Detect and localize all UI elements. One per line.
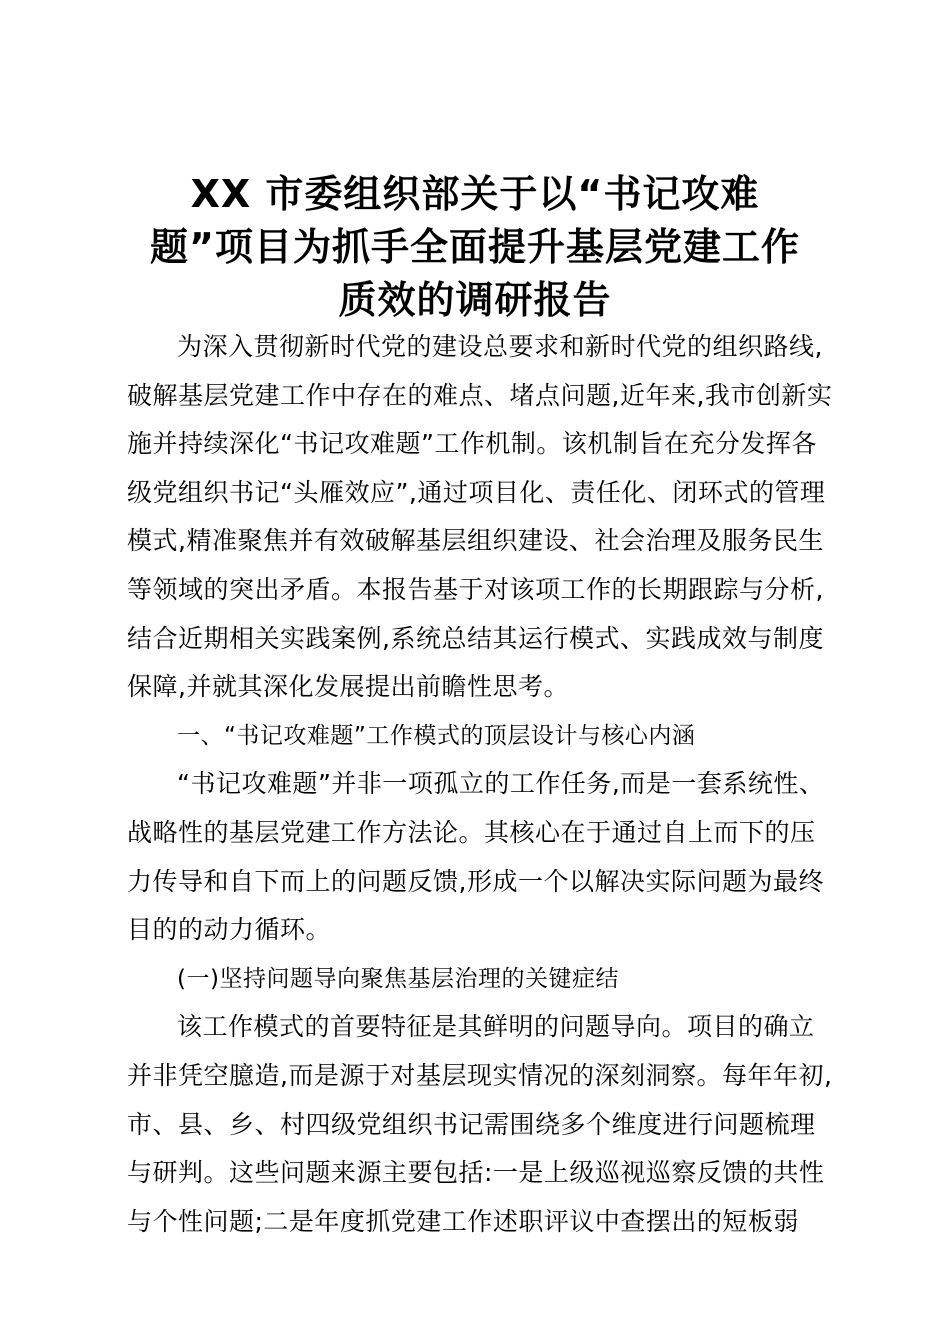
document-title [110,168,840,327]
paragraph-line: 与个性问题;二是年度抓党建工作述职评议中查摆出的短板弱 [127,1206,799,1236]
paragraph-line: 该工作模式的首要特征是其鲜明的问题导向。项目的确立 [177,1012,815,1042]
paragraph-line: 目的的动力循环。 [127,915,332,945]
paragraph-line: 并非凭空臆造,而是源于对基层现实情况的深刻洞察。每年年初, [127,1060,833,1090]
paragraph-line: 为深入贯彻新时代党的建设总要求和新时代党的组织路线, [177,332,823,361]
title-line-1: XX 市委组织部关于以“书记攻难 [190,172,760,216]
paragraph-line: 级党组织书记“头雁效应”,通过项目化、责任化、闭环式的管理 [127,477,826,507]
paragraph-line: “书记攻难题”并非一项孤立的工作任务,而是一套系统性、 [177,769,825,799]
document-body [127,323,837,1246]
paragraph-line: 结合近期相关实践案例,系统总结其运行模式、实践成效与制度 [127,623,824,653]
paragraph-line: 等领域的突出矛盾。本报告基于对该项工作的长期跟踪与分析, [127,574,824,604]
section-heading: 一、“书记攻难题”工作模式的顶层设计与核心内涵 [177,722,696,749]
paragraph-line: 与研判。这些问题来源主要包括:一是上级巡视巡察反馈的共性 [127,1158,825,1188]
paragraph-line: 力传导和自下而上的问题反馈,形成一个以解决实际问题为最终 [127,866,824,896]
paragraph-line: 保障,并就其深化发展提出前瞻性思考。 [127,672,569,702]
paragraph-line: 市、县、乡、村四级党组织书记需围绕多个维度进行问题梳理 [127,1109,816,1139]
subsection-heading: (一)坚持问题导向聚焦基层治理的关键症结 [177,965,619,992]
title-line-3: 质效的调研报告 [338,278,612,322]
paragraph-line: 破解基层党建工作中存在的难点、堵点问题,近年来,我市创新实 [127,380,833,410]
paragraph-line: 战略性的基层党建工作方法论。其核心在于通过自上而下的压 [127,817,816,847]
paragraph-line: 施并持续深化“书记攻难题”工作机制。该机制旨在充分发挥各 [127,429,817,459]
paragraph-line: 模式,精准聚焦并有效破解基层组织建设、社会治理及服务民生 [127,526,824,556]
title-line-2: 题”项目为抓手全面提升基层党建工作 [150,225,800,269]
